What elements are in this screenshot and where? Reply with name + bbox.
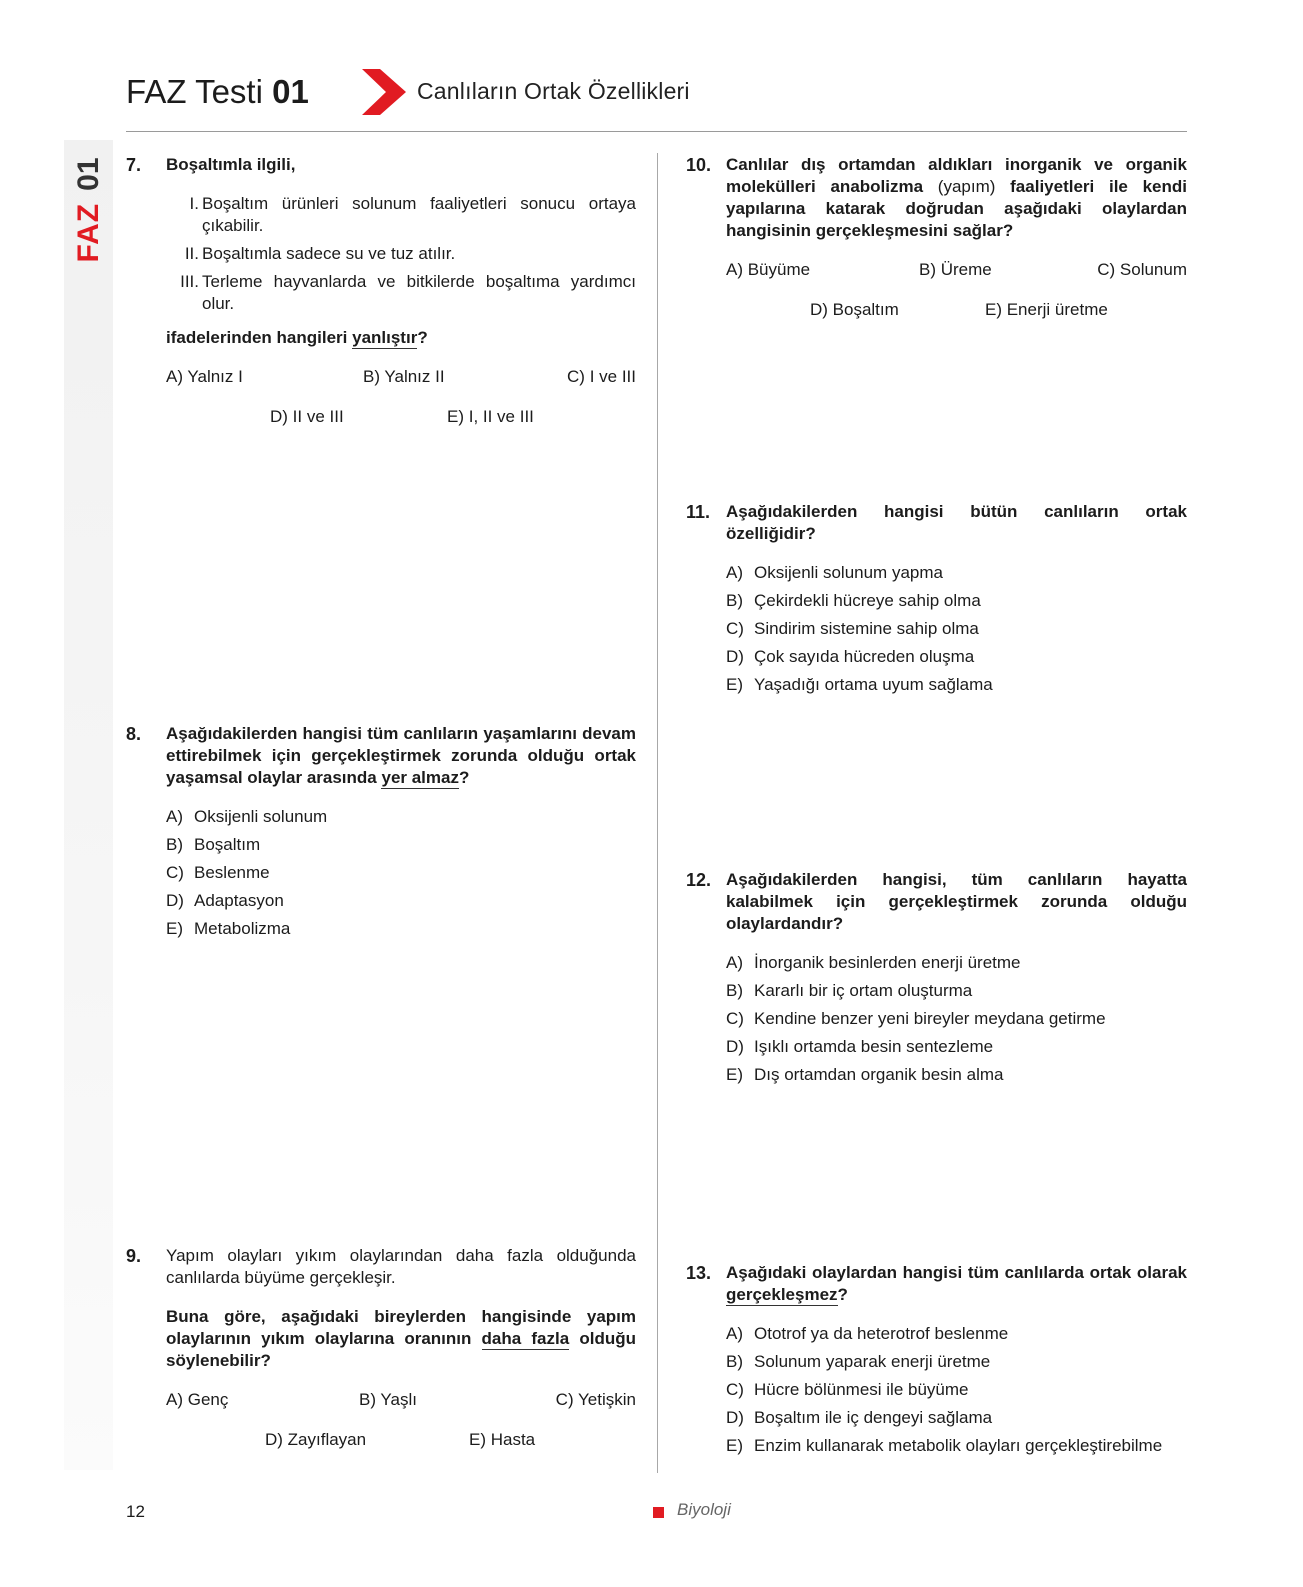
option-d[interactable] (726, 1407, 1187, 1435)
statement-item (174, 193, 636, 237)
question-7 (126, 154, 636, 444)
option-e[interactable]: E) I, II ve III (447, 407, 534, 426)
option-c[interactable]: C) Solunum (1097, 260, 1187, 279)
test-title (126, 72, 309, 112)
answer-options (726, 259, 1187, 337)
option-text: Kendine benzer yeni bireyler meydana getirme (754, 1009, 1106, 1028)
roman-numeral: II. (184, 244, 199, 263)
option-text: Oksijenli solunum (194, 807, 328, 826)
prompt-text: ifadelerinden hangileri (166, 328, 353, 347)
stem-text: Buna göre, aşağıdaki bireylerden hangisinde yapım olaylarının yıkım olaylarına oranının (166, 1307, 636, 1348)
option-letter: C) (726, 619, 744, 638)
option-b[interactable]: B) Üreme (919, 260, 992, 279)
option-a[interactable] (166, 806, 636, 834)
page-number: 12 (126, 1502, 145, 1521)
option-text: Ototrof ya da heterotrof beslenme (754, 1324, 1009, 1343)
option-d[interactable]: D) II ve III (270, 407, 344, 426)
subject-label: Biyoloji (677, 1500, 731, 1519)
stem-parenthetical: (yapım) (937, 177, 996, 196)
side-margin-strip (64, 140, 113, 1470)
option-b[interactable]: B) Yalnız II (363, 367, 445, 386)
question-stem (166, 723, 636, 789)
stem-text: Canlılar dış ortamdan aldıkları inorganik ve organik molekülleri anabolizma (726, 155, 1187, 196)
option-b[interactable]: B) Yaşlı (359, 1390, 417, 1409)
option-text: Oksijenli solunum yapma (754, 563, 943, 582)
question-8 (126, 723, 636, 946)
statement-text: Terleme hayvanlarda ve bitkilerde boşaltıma yardımcı olur. (202, 272, 636, 313)
answer-options (166, 366, 636, 444)
stem-text: Aşağıdaki olaylardan hangisi tüm canlılarda ortak olarak (726, 1263, 1187, 1282)
option-text: Işıklı ortamda besin sentezleme (754, 1037, 994, 1056)
roman-numeral: III. (180, 272, 199, 291)
stem-end: olduğu söylenebilir? (166, 1329, 636, 1370)
stem-end: ? (458, 768, 470, 787)
question-number: 12. (686, 870, 712, 890)
option-text: İnorganik besinlerden enerji üretme (754, 953, 1021, 972)
option-c[interactable] (726, 618, 1187, 646)
question-stem: Boşaltımla ilgili, (166, 155, 296, 174)
stem-emphasis: yer almaz (381, 768, 459, 787)
option-letter: B) (166, 835, 183, 854)
option-letter: D) (166, 891, 184, 910)
question-13 (686, 1262, 1187, 1463)
option-e[interactable] (726, 1435, 1187, 1463)
option-letter: D) (726, 1408, 744, 1427)
option-text: Yaşadığı ortama uyum sağlama (754, 675, 993, 694)
test-number: 01 (272, 73, 309, 110)
option-text: Çok sayıda hücreden oluşma (754, 647, 975, 666)
question-prompt (166, 327, 636, 349)
question-number: 11. (686, 502, 711, 522)
option-letter: A) (726, 563, 743, 582)
question-10 (686, 154, 1187, 337)
stem-emphasis: daha fazla (481, 1329, 570, 1348)
option-c[interactable] (726, 1379, 1187, 1407)
statement-item (174, 271, 636, 315)
question-9 (126, 1245, 636, 1459)
option-e[interactable]: E) Enerji üretme (985, 300, 1108, 319)
option-letter: E) (726, 1436, 743, 1455)
option-letter: C) (726, 1009, 744, 1028)
option-d[interactable]: D) Zayıflayan (265, 1430, 367, 1449)
stem-emphasis: gerçekleşmez (726, 1285, 838, 1304)
stem-text: Aşağıdakilerden hangisi tüm canlıların yaşamlarını devam ettirebilmek için gerçekleştirmek zorunda olduğu ortak yaşamsal olaylar arasında (166, 724, 636, 787)
side-tab-label: FAZ (71, 202, 105, 263)
chevron-right-icon (362, 69, 406, 115)
option-letter: B) (726, 591, 743, 610)
option-letter: B) (726, 1352, 743, 1371)
option-b[interactable] (726, 590, 1187, 618)
option-a[interactable]: A) Yalnız I (166, 367, 243, 386)
option-text: Adaptasyon (194, 891, 284, 910)
statement-text: Boşaltımla sadece su ve tuz atılır. (202, 244, 456, 263)
option-e[interactable] (726, 674, 1187, 702)
answer-options (726, 1323, 1187, 1463)
roman-numeral: I. (189, 194, 199, 213)
question-number: 8. (126, 724, 142, 744)
option-a[interactable]: A) Büyüme (726, 260, 811, 279)
option-letter: D) (726, 1037, 744, 1056)
option-e[interactable] (166, 918, 636, 946)
option-letter: A) (726, 1324, 743, 1343)
option-text: Çekirdekli hücreye sahip olma (754, 591, 981, 610)
option-letter: E) (726, 675, 743, 694)
option-a[interactable] (726, 1323, 1187, 1351)
option-b[interactable] (726, 980, 1187, 1008)
question-number: 7. (126, 155, 142, 175)
option-c[interactable] (726, 1008, 1187, 1036)
option-letter: E) (166, 919, 183, 938)
option-d[interactable] (166, 890, 636, 918)
option-a[interactable] (726, 562, 1187, 590)
option-letter: D) (726, 647, 744, 666)
question-stem: Aşağıdakilerden hangisi, tüm canlıların hayatta kalabilmek için gerçekleştirmek zorunda olduğu olaylardandır? (726, 870, 1187, 933)
option-c[interactable]: C) Yetişkin (555, 1390, 636, 1409)
option-text: Metabolizma (194, 919, 291, 938)
column-divider (657, 153, 658, 1473)
test-series: FAZ Testi (126, 73, 263, 110)
stem-end: ? (837, 1285, 848, 1304)
option-d[interactable]: D) Boşaltım (810, 300, 899, 319)
option-text: Solunum yaparak enerji üretme (754, 1352, 991, 1371)
option-a[interactable]: A) Genç (166, 1390, 229, 1409)
answer-options (166, 1389, 636, 1459)
question-number: 9. (126, 1246, 142, 1266)
option-text: Beslenme (194, 863, 270, 882)
option-b[interactable] (726, 1351, 1187, 1379)
option-c[interactable]: C) I ve III (567, 367, 636, 386)
statement-item (174, 243, 636, 265)
subject-marker-icon (653, 1507, 664, 1518)
question-11 (686, 501, 1187, 702)
stem-text-2: faaliyetleri ile kendi yapılarına katarak doğrudan aşağıdaki olaylardan hangisinin gerçekleşmesini sağlar? (726, 177, 1188, 240)
statement-text: Boşaltım ürünleri solunum faaliyetleri sonucu ortaya çıkabilir. (202, 194, 636, 235)
option-letter: C) (726, 1380, 744, 1399)
option-letter: C) (166, 863, 184, 882)
option-text: Boşaltım ile iç dengeyi sağlama (754, 1408, 993, 1427)
option-letter: E) (726, 1065, 743, 1084)
answer-options (726, 562, 1187, 702)
side-tab-number: 01 (71, 157, 105, 191)
prompt-end: ? (417, 328, 428, 347)
question-number: 10. (686, 155, 712, 175)
option-d[interactable] (726, 646, 1187, 674)
option-d[interactable] (726, 1036, 1187, 1064)
option-text: Hücre bölünmesi ile büyüme (754, 1380, 969, 1399)
answer-options (726, 952, 1187, 1092)
option-text: Sindirim sistemine sahip olma (754, 619, 979, 638)
question-stem (726, 1262, 1187, 1306)
option-e[interactable] (726, 1064, 1187, 1092)
option-text: Boşaltım (194, 835, 261, 854)
option-a[interactable] (726, 952, 1187, 980)
option-text: Enzim kullanarak metabolik olayları gerçekleştirebilme (754, 1436, 1163, 1455)
option-letter: A) (726, 953, 743, 972)
side-tab (64, 140, 113, 280)
option-letter: A) (166, 807, 183, 826)
option-text: Dış ortamdan organik besin alma (754, 1065, 1004, 1084)
option-letter: B) (726, 981, 743, 1000)
answer-options (166, 806, 636, 946)
prompt-emphasis: yanlıştır (352, 328, 418, 347)
question-12 (686, 869, 1187, 1092)
question-intro: Yapım olayları yıkım olaylarından daha fazla olduğunda canlılarda büyüme gerçekleşir. (166, 1246, 636, 1287)
option-e[interactable]: E) Hasta (469, 1430, 536, 1449)
header-divider (126, 131, 1187, 132)
question-number: 13. (686, 1263, 712, 1283)
option-text: Kararlı bir iç ortam oluşturma (754, 981, 973, 1000)
question-stem (166, 1306, 636, 1372)
question-stem (726, 154, 1187, 242)
option-c[interactable] (166, 862, 636, 890)
question-stem: Aşağıdakilerden hangisi bütün canlıların ortak özelliğidir? (726, 502, 1187, 543)
option-b[interactable] (166, 834, 636, 862)
topic-title: Canlıların Ortak Özellikleri (417, 78, 690, 104)
statement-list (174, 193, 636, 315)
